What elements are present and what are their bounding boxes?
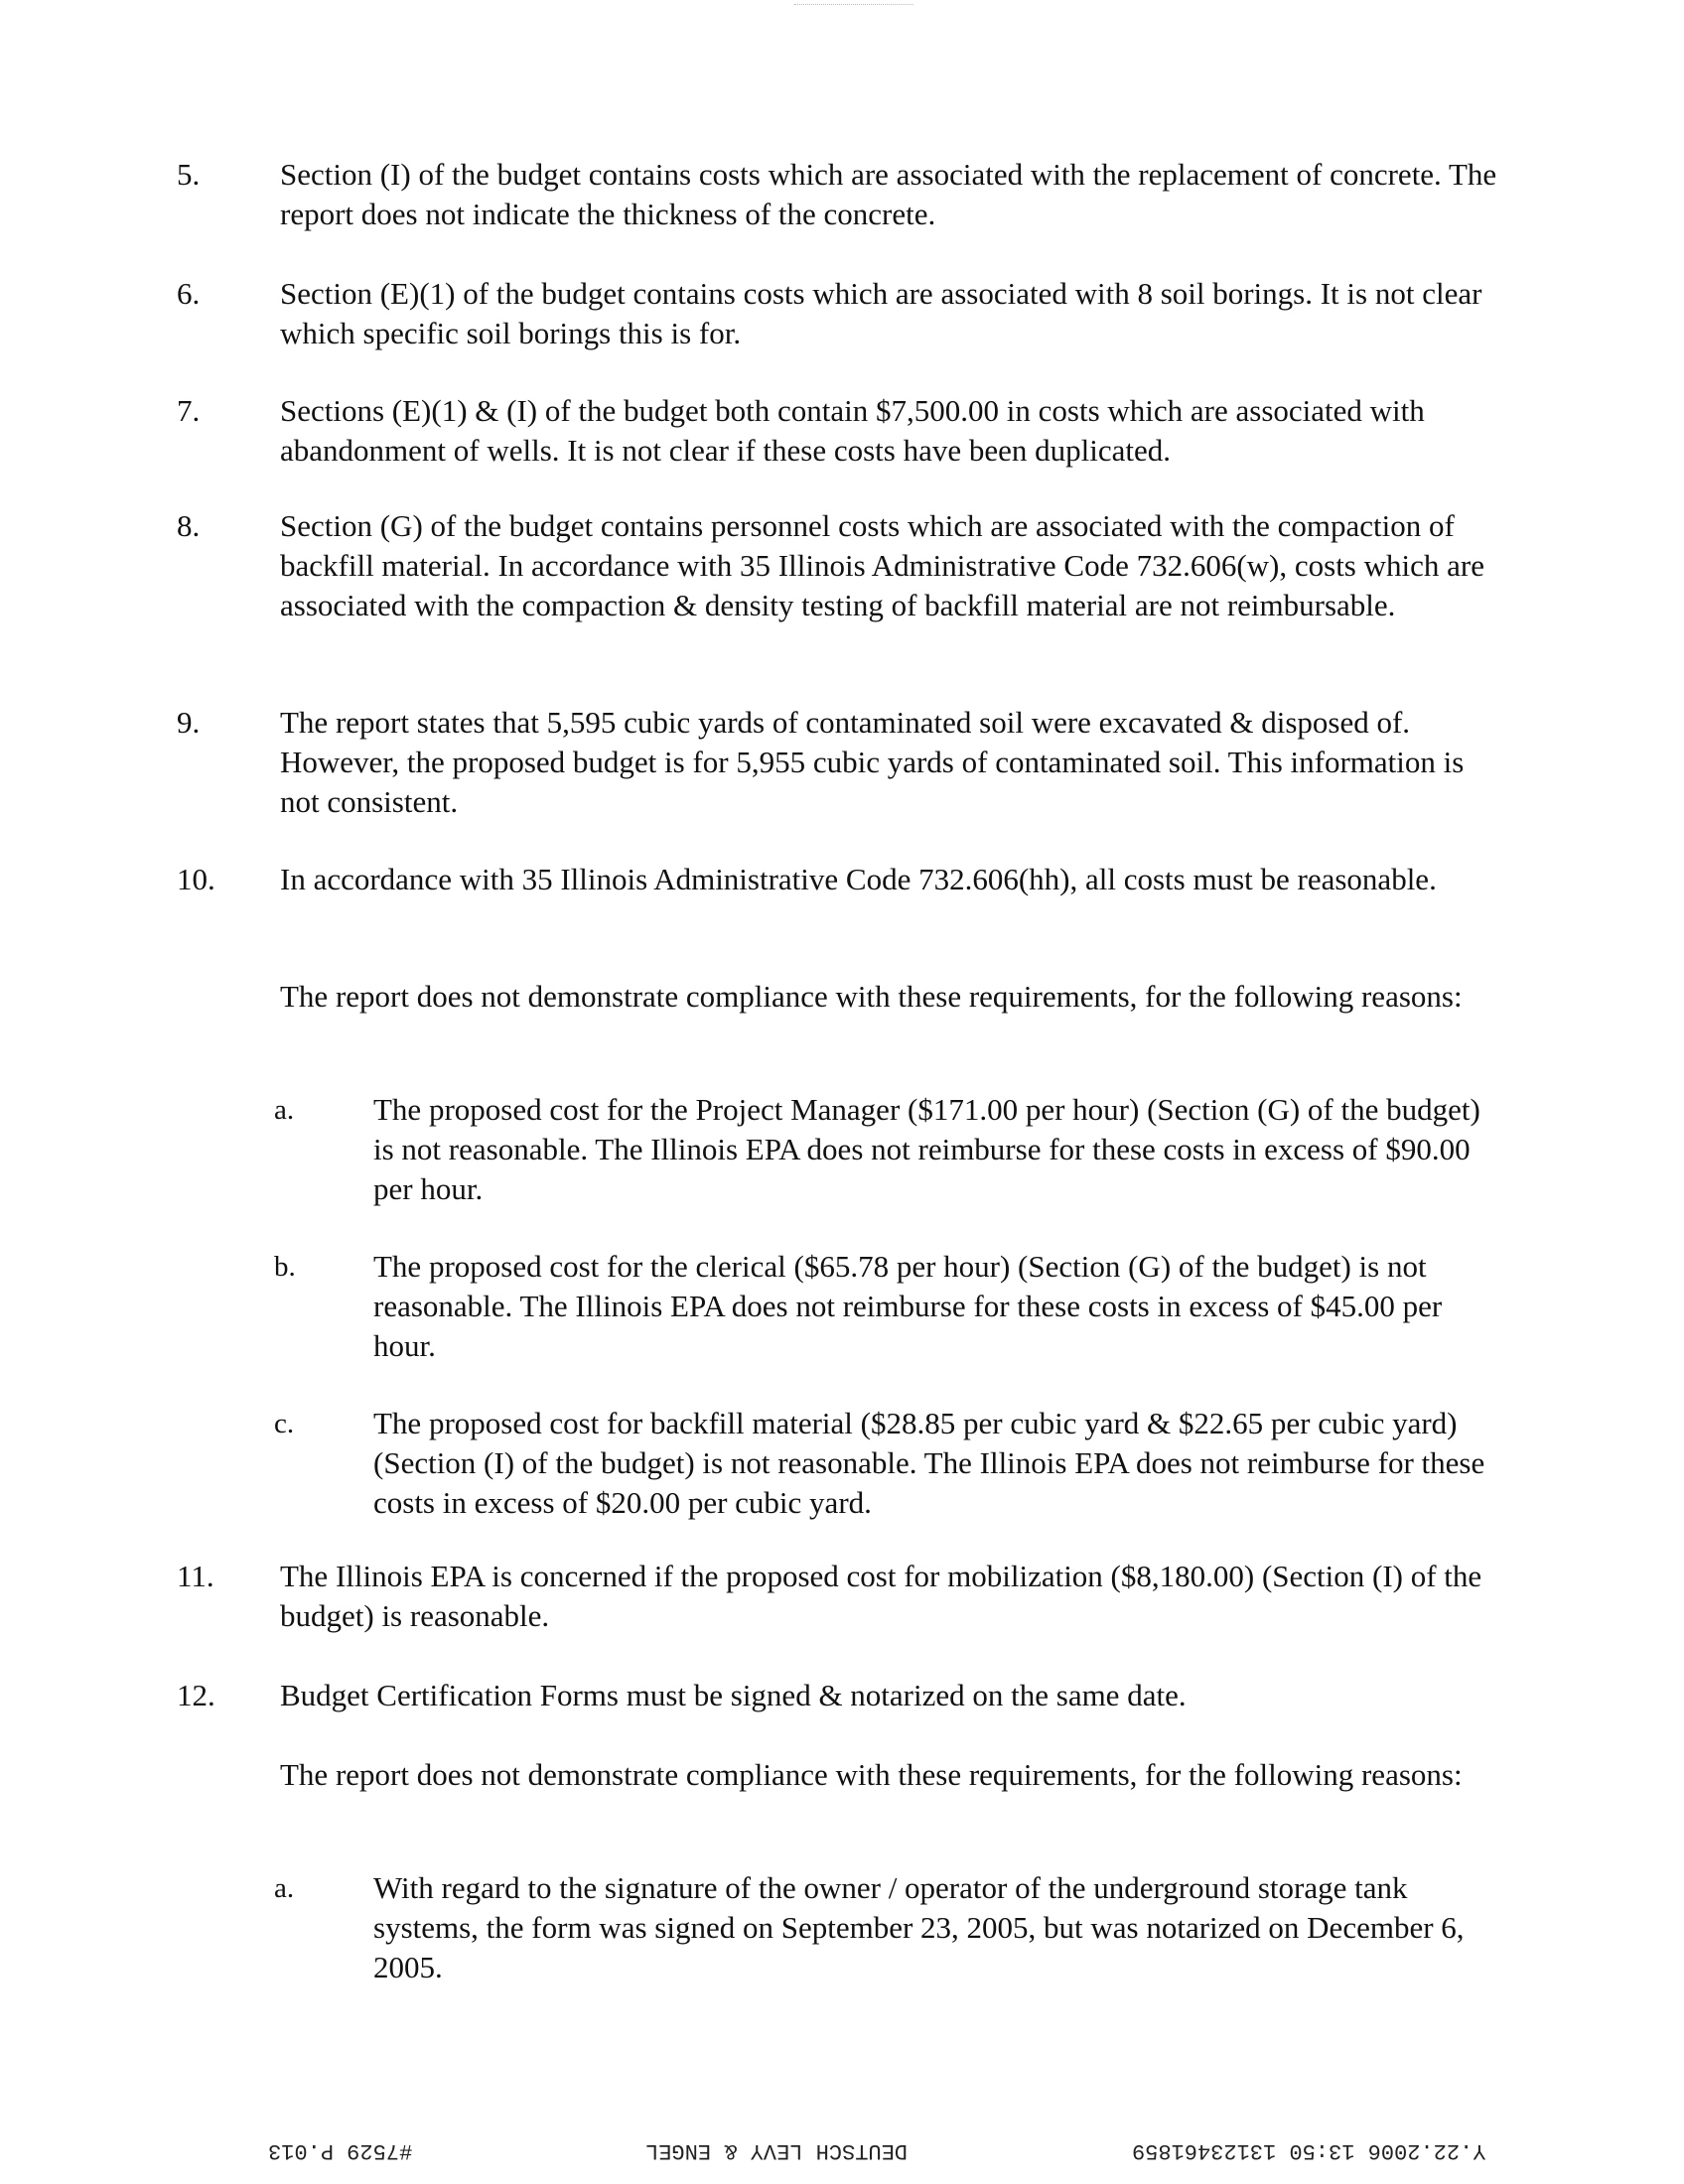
- item-text: The Illinois EPA is concerned if the proposed cost for mobilization ($8,180.00) (Section (I) of the budget) is reasonable.: [280, 1559, 1482, 1633]
- item-number: 11.: [177, 1559, 214, 1593]
- item-text: In accordance with 35 Illinois Administrative Code 732.606(hh), all costs must be reasonable.: [280, 862, 1437, 896]
- item-number: 9.: [177, 705, 201, 740]
- item-12-followup: The report does not demonstrate compliance with these requirements, for the following reasons:: [280, 1757, 1463, 1792]
- item-text: Section (I) of the budget contains costs which are associated with the replacement of concrete. The report does not indicate the thickness of the concrete.: [280, 157, 1497, 231]
- item-10-followup: The report does not demonstrate compliance with these requirements, for the following reasons:: [280, 979, 1463, 1014]
- fax-sender: DEUTSCH LEVY & ENGEL: [645, 2138, 909, 2163]
- sub-letter: a.: [274, 1872, 295, 1904]
- item-text: Sections (E)(1) & (I) of the budget both contain $7,500.00 in costs which are associated with abandonment of wells. It is not clear if these costs have been duplicated.: [280, 393, 1425, 468]
- item-number: 10.: [177, 862, 215, 896]
- item-number: 5.: [177, 157, 201, 192]
- sub-letter: b.: [274, 1251, 296, 1283]
- scan-artifact: [794, 4, 913, 7]
- fax-timestamp: Y.22.2006 13:50 13123461859: [1132, 2138, 1486, 2163]
- item-number: 6.: [177, 276, 201, 311]
- sub-letter: c.: [274, 1408, 295, 1439]
- sub-text: The proposed cost for backfill material ($28.85 per cubic yard & $22.65 per cubic yard) (Section (I) of the budget) is not reasonable. The Illinois EPA does not reimburse for these costs in excess of $20.00 per cubic yard.: [373, 1406, 1485, 1520]
- item-number: 7.: [177, 393, 201, 428]
- item-number: 12.: [177, 1678, 215, 1712]
- sub-letter: a.: [274, 1094, 295, 1126]
- sub-text: The proposed cost for the Project Manager ($171.00 per hour) (Section (G) of the budget) is not reasonable. The Illinois EPA does not reimburse for these costs in excess of $90.00 per hour.: [373, 1092, 1480, 1206]
- item-text: Section (E)(1) of the budget contains costs which are associated with 8 soil borings. It is not clear which specific soil borings this is for.: [280, 276, 1482, 350]
- item-text: The report states that 5,595 cubic yards of contaminated soil were excavated & disposed of. However, the proposed budget is for 5,955 cubic yards of contaminated soil. This information is not consistent.: [280, 705, 1465, 819]
- sub-text: The proposed cost for the clerical ($65.78 per hour) (Section (G) of the budget) is not reasonable. The Illinois EPA does not reimburse for these costs in excess of $45.00 per hour.: [373, 1249, 1443, 1363]
- sub-text: With regard to the signature of the owner / operator of the underground storage tank systems, the form was signed on September 23, 2005, but was notarized on December 6, 2005.: [373, 1870, 1465, 1984]
- item-number: 8.: [177, 508, 201, 543]
- fax-page-number: #7529 P.013: [268, 2138, 413, 2163]
- fax-footer: [0, 2138, 1684, 2174]
- item-text: Section (G) of the budget contains personnel costs which are associated with the compaction of backfill material. In accordance with 35 Illinois Administrative Code 732.606(w), costs which are associated with the compaction & density testing of backfill material are not reimbursable.: [280, 508, 1484, 622]
- item-text: Budget Certification Forms must be signed & notarized on the same date.: [280, 1678, 1187, 1712]
